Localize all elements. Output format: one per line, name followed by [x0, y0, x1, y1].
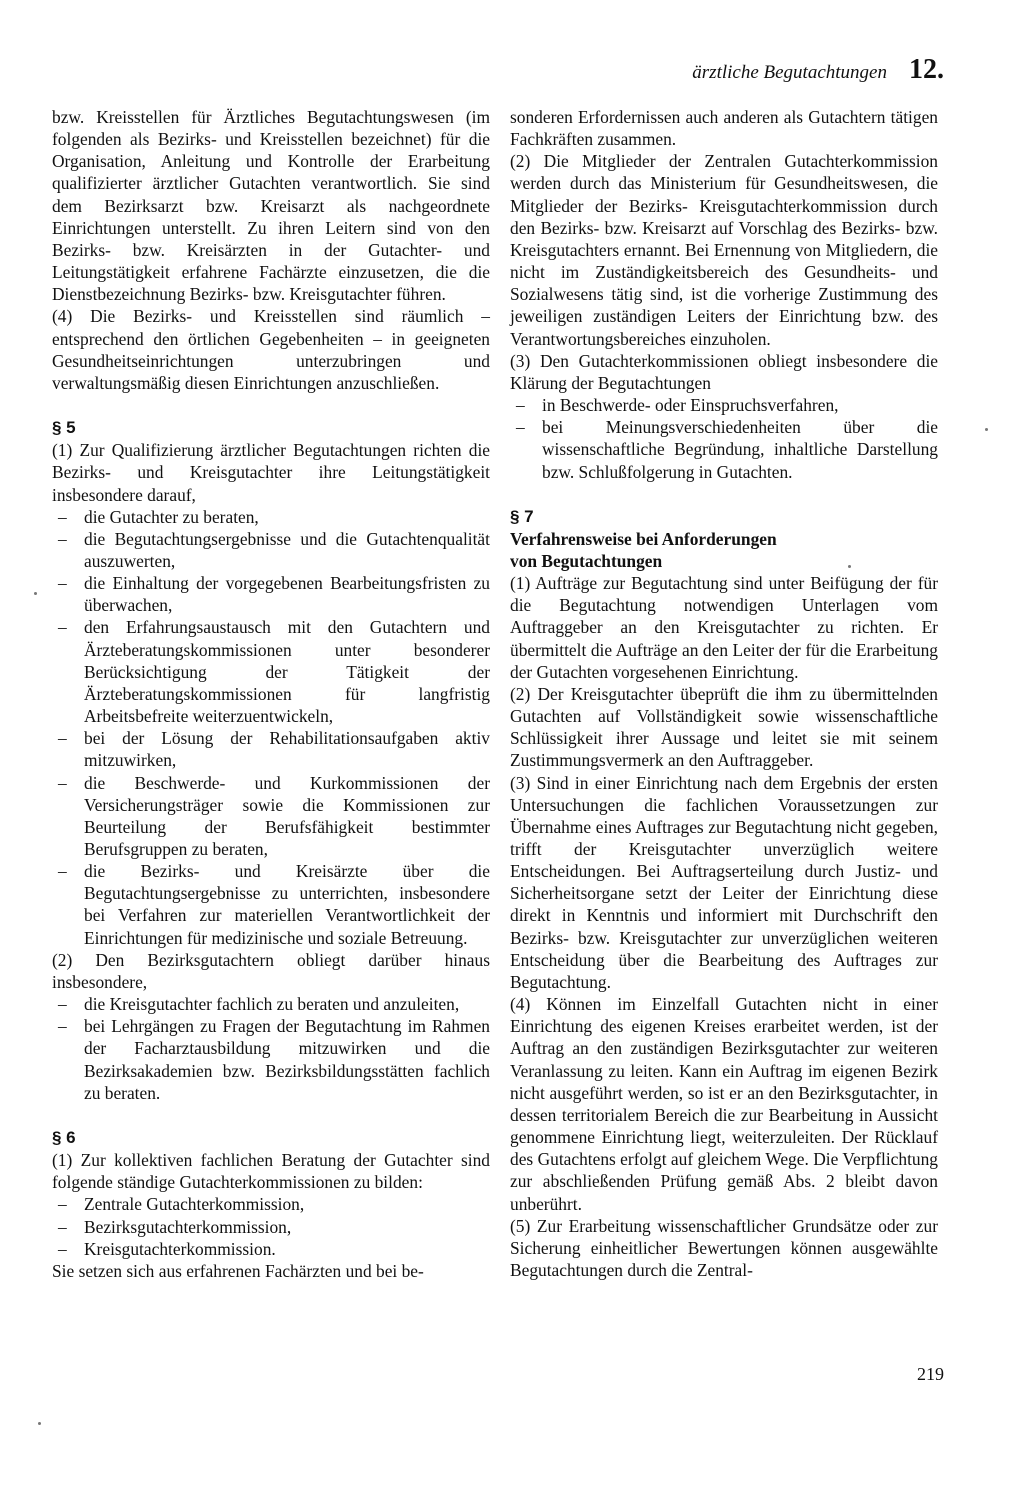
section-6-closing: Sie setzen sich aus erfahrenen Fachärzten und bei be- [52, 1260, 424, 1281]
list-item [52, 528, 490, 572]
scan-speck [38, 1422, 41, 1425]
page-header [500, 54, 944, 86]
dash-bullet-icon: – [58, 573, 67, 594]
section-5-list-2 [52, 993, 490, 1104]
dash-bullet-icon: – [58, 506, 67, 527]
section-7-paragraph-5: (5) Zur Erarbeitung wissenschaftlicher Grundsätze oder zur Sicherung einheitlicher Bewertungen können ausgewählte Begutachtungen durch die Zentral- [510, 1215, 938, 1280]
section-7-subheading-line-1: Verfahrensweise bei Anforderungen [510, 528, 777, 549]
section-6-list-1 [52, 1193, 490, 1259]
list-item-text: die Einhaltung der vorgegebenen Bearbeitungsfristen zu überwachen, [84, 573, 490, 616]
dash-bullet-icon: – [58, 772, 67, 793]
list-item [52, 1216, 490, 1238]
section-7-paragraph-3: (3) Sind in einer Einrichtung nach dem Ergebnis der ersten Untersuchungen die fachlichen Voraussetzungen zur Übernahme eines Auftrages zur Begutachtung nicht gegeben, trifft der Kreisgutachter unverzüglich weitere Entscheidungen. Bei Auftragserteilung durch Justiz- und Sicherheitsorgane setzt der Leiter der Einrichtung diese direkt in Kenntnis und informiert mit Durchschrift den Bezirks- bzw. Kreisgutachter zur unverzüglichen weiteren Entscheidung über die Bearbeitung des Auftrages zur Begutachtung. [510, 772, 938, 992]
list-item [52, 1238, 490, 1260]
list-item [52, 1193, 490, 1215]
list-item-text: die Begutachtungsergebnisse und die Gutachtenqualität auszuwerten, [84, 528, 490, 571]
page-number: 219 [917, 1364, 944, 1384]
dash-bullet-icon: – [58, 617, 67, 638]
section-7-paragraph-1: (1) Aufträge zur Begutachtung sind unter Beifügung der für die Begutachtung notwendigen Unterlagen vom Auftraggeber an den Kreisgutachter zu richten. Er übermittelt die Aufträge an den Leiter der für die Erarbeitung der Gutachten vorgesehenen Einrichtung. [510, 573, 938, 682]
section-7-sign: § 7 [510, 506, 534, 526]
dash-bullet-icon: – [516, 417, 525, 438]
dash-bullet-icon: – [516, 395, 525, 416]
list-item-text: die Beschwerde- und Kurkommissionen der Versicherungsträger sowie die Kommissionen zur Beurteilung der Berufsfähigkeit bestimmter Berufsgruppen zu beraten, [84, 772, 490, 859]
list-item-text: den Erfahrungsaustausch mit den Gutachtern und Ärzteberatungskommissionen unter besonderer Berücksichtigung der Tätigkeit der Ärzteberatungskommissionen für langfristig Arbeitsbefreite weiterzuentwickeln, [84, 617, 490, 727]
section-7-paragraph-4: (4) Können im Einzelfall Gutachten nicht in einer Einrichtung des eigenen Kreises erarbeitet werden, ist der Auftrag an den zuständigen Bezirksgutachter zur weiteren Veranlassung zu leiten. Kann ein Auftrag im eigenen Bezirk nicht ausgeführt werden, so ist er an den Bezirksgutachter, in dessen territorialem Bereich die zur Bearbeitung in Aussicht genommene Einrichtung liegt, weiterzuleiten. Der Rücklauf des Gutachtens erfolgt auf gleichem Wege. Die Verpflichtung zur abschließenden Prüfung gemäß Abs. 2 bleibt davon unberührt. [510, 994, 938, 1214]
list-item [52, 860, 490, 949]
section-7-subheading-line-2: von Begutachtungen [510, 550, 663, 571]
list-item-text: bei Lehrgängen zu Fragen der Begutachtung im Rahmen der Facharztausbildung mitzuwirken und die Bezirksakademien bzw. Bezirksbildungsstätten fachlich zu beraten. [84, 1016, 490, 1103]
scan-speck [34, 592, 37, 595]
chapter-number: 12. [909, 54, 944, 85]
section-5-paragraph-2: (2) Den Bezirksgutachtern obliegt darüber hinaus insbesondere, [52, 949, 490, 992]
section-6-paragraph-1: (1) Zur kollektiven fachlichen Beratung der Gutachter sind folgende ständige Gutachterkommissionen zu bilden: [52, 1150, 490, 1193]
dash-bullet-icon: – [58, 1238, 67, 1259]
dash-bullet-icon: – [58, 1194, 67, 1215]
list-item-text: in Beschwerde- oder Einspruchsverfahren, [542, 395, 839, 416]
section-5-paragraph-1: (1) Zur Qualifizierung ärztlicher Begutachtungen richten die Bezirks- und Kreisgutachter ihre Leitungstätigkeit insbesondere darauf, [52, 440, 490, 505]
list-item [52, 727, 490, 771]
paragraph-3: (3) Den Gutachterkommissionen obliegt insbesondere die Klärung der Begutachtungen [510, 350, 938, 393]
dash-bullet-icon: – [58, 1016, 67, 1037]
list-item [52, 616, 490, 727]
list-item-text: Kreisgutachterkommission. [84, 1238, 276, 1259]
list-item-text: die Kreisgutachter fachlich zu beraten und anzuleiten, [84, 994, 460, 1015]
list-item [52, 993, 490, 1015]
section-6-sign: § 6 [52, 1127, 76, 1147]
section-6-heading [52, 1104, 490, 1149]
list-item [52, 772, 490, 861]
left-column [52, 106, 490, 1282]
section-5-heading [52, 394, 490, 439]
list-item [52, 572, 490, 616]
list-item [52, 1015, 490, 1104]
section-7-heading [510, 483, 938, 528]
section-5-list-1 [52, 506, 490, 949]
dash-bullet-icon: – [58, 528, 67, 549]
list-item-text: die Gutachter zu beraten, [84, 506, 259, 527]
list-item [52, 506, 490, 528]
list-item-text: Bezirksgutachterkommission, [84, 1216, 292, 1237]
scan-speck [848, 565, 851, 568]
list-item [510, 394, 938, 416]
continuation-paragraph: sonderen Erfordernissen auch anderen als Gutachtern tätigen Fachkräften zusammen. [510, 107, 938, 150]
section-7-paragraph-2: (2) Der Kreisgutachter übeprüft die ihm zu übermittelnden Gutachten auf Vollständigkeit sowie wissenschaftliche Schlüssigkeit ihrer Aussage und leitet sie mit seinem Zustimmungsvermerk an den Auftraggeber. [510, 683, 938, 771]
section-5-sign: § 5 [52, 418, 76, 438]
section-6-list-3 [510, 394, 938, 483]
list-item-text: bei der Lösung der Rehabilitationsaufgaben aktiv mitzuwirken, [84, 728, 490, 771]
paragraph-2: (2) Die Mitglieder der Zentralen Gutachterkommission werden durch das Ministerium für Gesundheitswesen, die Mitglieder der Bezirks- Kreisgutachterkommission durch den Bezirks- bzw. Kreisarzt auf Vorschlag des Bezirks- bzw. Kreisgutachters ernannt. Bei Ernennung von Mitgliedern, die nicht im Zuständigkeitsbereich des Gesundheits- und Sozialwesens tätig sind, ist die vorherige Zustimmung des jeweiligen zuständigen Leiters der Einrichtung bzw. des Verantwortungsbereiches einzuholen. [510, 151, 938, 349]
dash-bullet-icon: – [58, 861, 67, 882]
list-item-text: bei Meinungsverschiedenheiten über die wissenschaftliche Begründung, inhaltliche Darstellung bzw. Schlußfolgerung in Gutachten. [542, 417, 938, 482]
list-item [510, 416, 938, 482]
scan-speck [985, 428, 988, 431]
dash-bullet-icon: – [58, 994, 67, 1015]
list-item-text: die Bezirks- und Kreisärzte über die Begutachtungsergebnisse zu unterrichten, insbesondere bei Verfahren zur materiellen Verantwortlichkeit der Einrichtungen für medizinische und soziale Betreuung. [84, 861, 490, 948]
paragraph-4: (4) Die Bezirks- und Kreisstellen sind räumlich – entsprechend den örtlichen Gegebenheiten – in geeigneten Gesundheitseinrichtungen unterzubringen und verwaltungsmäßig diesen Einrichtungen anzuschließen. [52, 306, 490, 393]
running-title: ärztliche Begutachtungen [692, 62, 887, 83]
intro-paragraph: bzw. Kreisstellen für Ärztliches Begutachtungswesen (im folgenden als Bezirks- und Kreisstellen bezeichnet) für die Organisation, Anleitung und Kontrolle der Erarbeitung qualifizierter ärztlicher Gutachten verantwortlich. Sie sind dem Bezirksarzt bzw. Kreisarzt als nachgeordnete Einrichtungen unterstellt. Zu ihren Leitern sind von den Bezirks- bzw. Kreisärzten in der Gutachter- und Leitungstätigkeit erfahrene Fachärzte einzusetzen, die die Dienstbezeichnung Bezirks- bzw. Kreisgutachter führen. [52, 107, 490, 305]
right-column [510, 106, 938, 1281]
dash-bullet-icon: – [58, 1216, 67, 1237]
list-item-text: Zentrale Gutachterkommission, [84, 1194, 305, 1215]
dash-bullet-icon: – [58, 728, 67, 749]
